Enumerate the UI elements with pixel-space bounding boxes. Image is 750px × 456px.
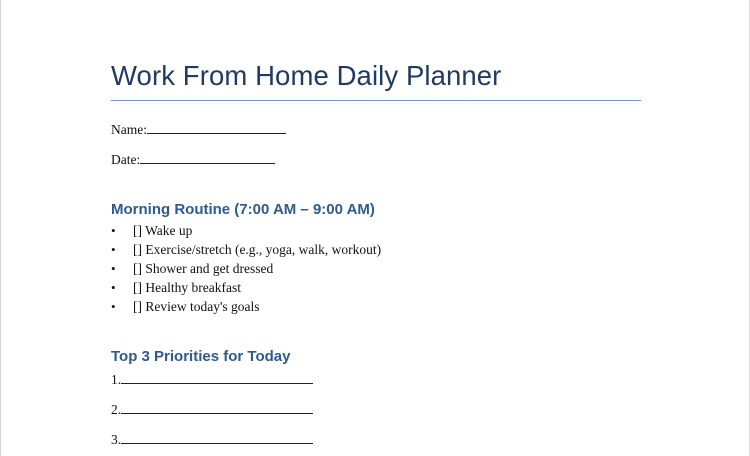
name-blank-line[interactable] (147, 121, 286, 134)
task-text: [] Shower and get dressed (133, 261, 274, 276)
document-title: Work From Home Daily Planner (111, 60, 502, 91)
list-item (111, 259, 381, 278)
task-text: [] Wake up (133, 223, 193, 238)
priority-number: 2. (111, 402, 122, 417)
priority-item-2 (111, 401, 313, 418)
priority-blank-line[interactable] (121, 431, 313, 444)
task-text: [] Review today's goals (133, 299, 260, 314)
date-label: Date: (111, 152, 141, 167)
list-item (111, 278, 381, 297)
list-item (111, 240, 381, 259)
name-label: Name: (111, 122, 147, 137)
bullet-icon: • (111, 261, 116, 276)
bullet-icon: • (111, 223, 116, 238)
list-item (111, 221, 381, 240)
title-underline (111, 100, 641, 101)
morning-routine-heading: Morning Routine (7:00 AM – 9:00 AM) (111, 201, 375, 218)
name-field (111, 121, 286, 138)
date-field (111, 151, 275, 168)
priorities-heading: Top 3 Priorities for Today (111, 348, 291, 365)
bullet-icon: • (111, 299, 116, 314)
date-blank-line[interactable] (140, 151, 275, 164)
list-item (111, 297, 381, 316)
morning-routine-list (111, 221, 381, 316)
priority-item-1 (111, 371, 313, 388)
priority-blank-line[interactable] (121, 371, 313, 384)
priority-item-3 (111, 431, 313, 448)
priority-number: 1. (111, 372, 122, 387)
bullet-icon: • (111, 280, 116, 295)
bullet-icon: • (111, 242, 116, 257)
task-text: [] Exercise/stretch (e.g., yoga, walk, workout) (133, 242, 382, 257)
priority-blank-line[interactable] (121, 401, 313, 414)
task-text: [] Healthy breakfast (133, 280, 241, 295)
priority-number: 3. (111, 432, 122, 447)
